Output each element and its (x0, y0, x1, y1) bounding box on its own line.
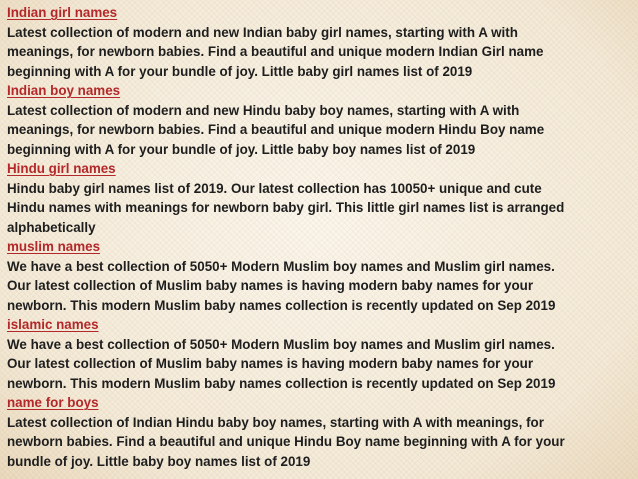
entry-title-link[interactable]: muslim names (7, 239, 101, 254)
entry-title-link[interactable]: Indian girl names (7, 5, 118, 20)
description-line: We have a best collection of 5050+ Modern Muslim boy names and Muslim girl names. (7, 258, 555, 274)
description-line: Our latest collection of Muslim baby names is having modern baby names for your (7, 278, 534, 293)
description-line: Hindu names with meanings for newborn baby girl. This little girl names list is arranged (7, 200, 565, 215)
description-line: Our latest collection of Muslim baby names is having modern baby names for your (7, 356, 534, 371)
description-line: Latest collection of modern and new Indian baby girl names, starting with A with (7, 24, 518, 40)
entry-title-link[interactable]: Hindu girl names (7, 161, 116, 176)
entries-list (7, 3, 638, 471)
entry-title-link[interactable]: Indian boy names (7, 83, 121, 98)
entry-description (7, 257, 638, 316)
entry-description (7, 413, 638, 472)
entry-hindu-girl-names (7, 159, 638, 237)
entry-muslim-names (7, 237, 638, 315)
entry-description (7, 101, 638, 160)
description-line: meanings, for newborn babies. Find a beautiful and unique modern Hindu Boy name (7, 122, 545, 137)
description-line: beginning with A for your bundle of joy. Little baby girl names list of 2019 (7, 63, 473, 79)
description-line: newborn. This modern Muslim baby names collection is recently updated on Sep 2019 (7, 375, 556, 391)
entry-title-link[interactable]: islamic names (7, 317, 99, 332)
entry-name-for-boys (7, 393, 638, 471)
description-line: Latest collection of modern and new Hindu baby boy names, starting with A with (7, 102, 520, 118)
description-line: Latest collection of Indian Hindu baby boy names, starting with A with meanings, for (7, 414, 544, 430)
description-line: bundle of joy. Little baby boy names list of 2019 (7, 453, 311, 469)
description-line: Hindu baby girl names list of 2019. Our latest collection has 10050+ unique and cute (7, 180, 542, 196)
description-line: meanings, for newborn babies. Find a beautiful and unique modern Indian Girl name (7, 44, 544, 59)
entry-indian-boy-names (7, 81, 638, 159)
entry-description (7, 335, 638, 394)
entry-indian-girl-names (7, 3, 638, 81)
description-line: We have a best collection of 5050+ Modern Muslim boy names and Muslim girl names. (7, 336, 555, 352)
entry-islamic-names (7, 315, 638, 393)
description-line: newborn. This modern Muslim baby names collection is recently updated on Sep 2019 (7, 297, 556, 313)
description-line: newborn babies. Find a beautiful and unique Hindu Boy name beginning with A for your (7, 434, 565, 449)
description-line: alphabetically (7, 219, 96, 235)
entry-title-link[interactable]: name for boys (7, 395, 99, 410)
entry-description (7, 23, 638, 82)
entry-description (7, 179, 638, 238)
description-line: beginning with A for your bundle of joy. Little baby boy names list of 2019 (7, 141, 476, 157)
